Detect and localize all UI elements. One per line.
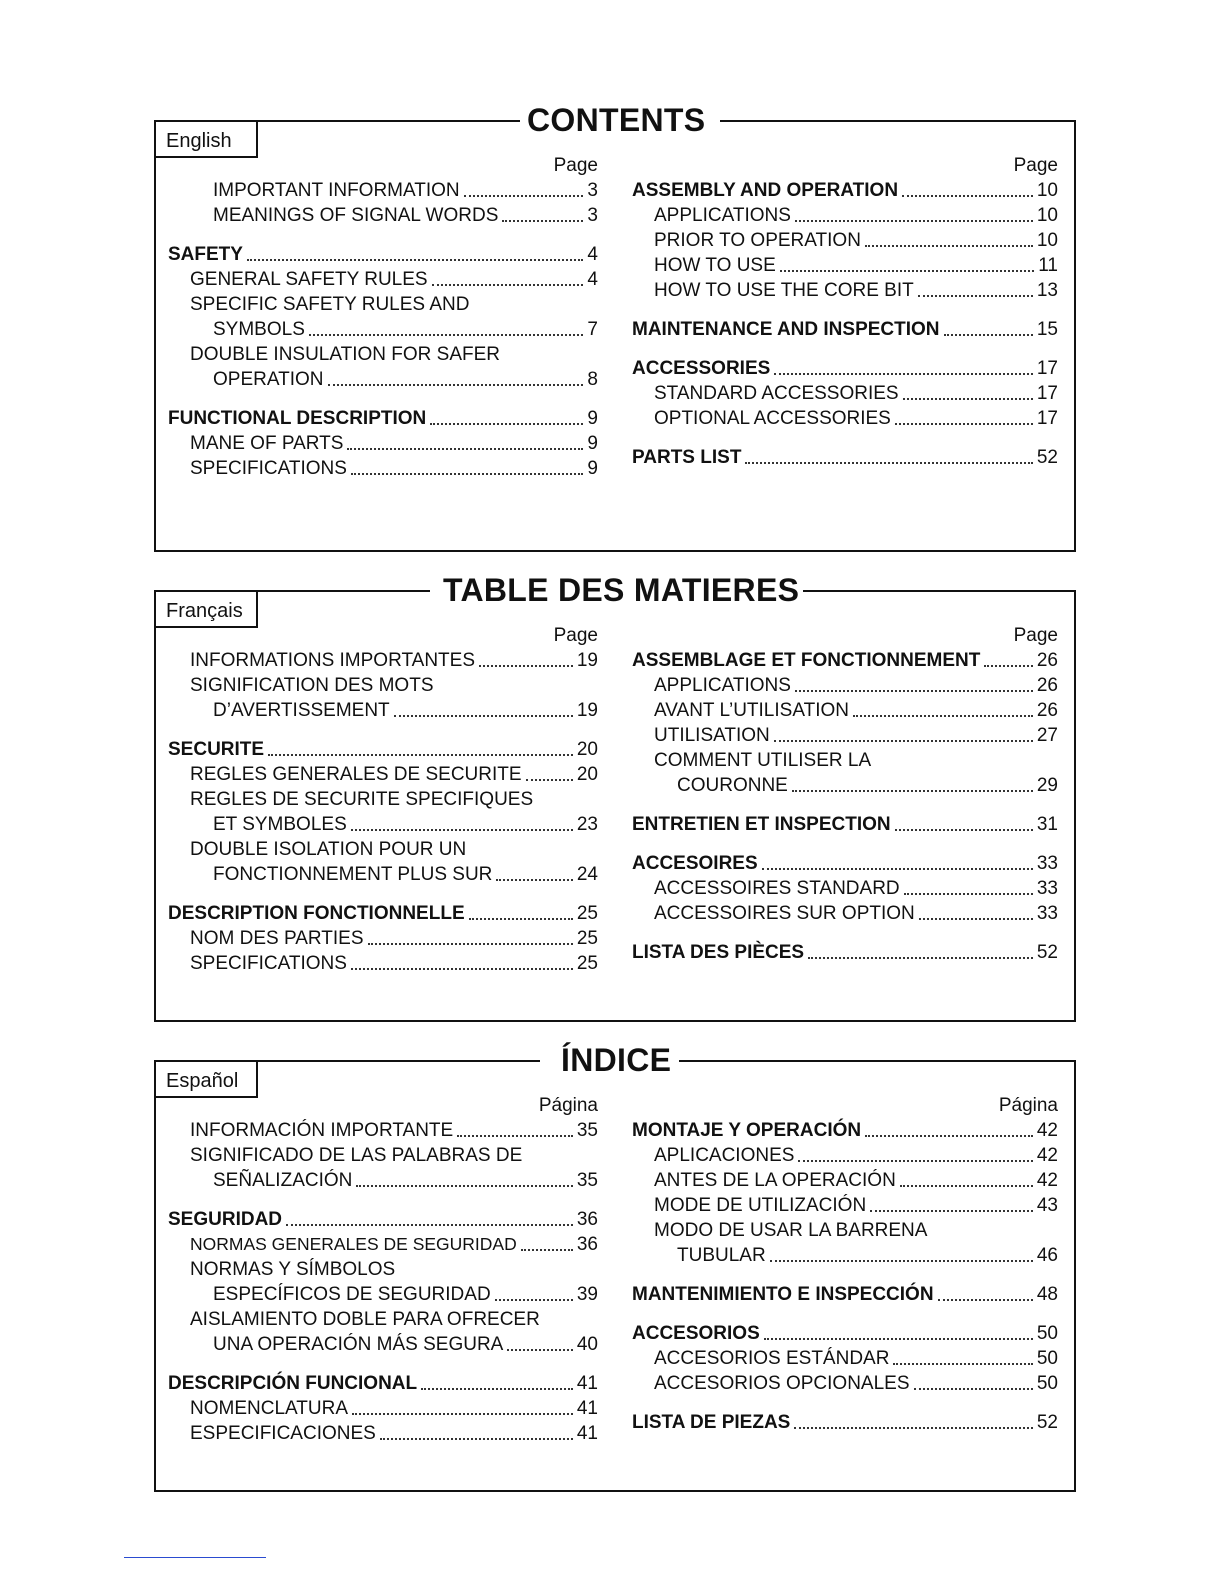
toc-entry[interactable] [632, 228, 1058, 253]
toc-entry[interactable] [632, 648, 1058, 673]
toc-entry[interactable] [168, 737, 598, 762]
toc-entry-page: 33 [1036, 878, 1058, 899]
toc-entry-title: ESPECIFICACIONES [190, 1423, 376, 1444]
toc-entry-title: ACCESORIOS ESTÁNDAR [654, 1348, 890, 1369]
toc-entry-title: MANE OF PARTS [190, 433, 344, 454]
toc-entry[interactable] [632, 1218, 1058, 1243]
toc-entry[interactable] [168, 951, 598, 976]
toc-entry[interactable] [632, 445, 1058, 470]
toc-entry-page: 41 [576, 1398, 598, 1419]
toc-entry-page: 29 [1036, 775, 1058, 796]
toc-entry-page: 7 [587, 319, 598, 340]
toc-entry-page: 35 [576, 1120, 598, 1141]
dot-leader [521, 1232, 573, 1251]
toc-entry-title: PRIOR TO OPERATION [654, 230, 861, 251]
toc-entry-page: 41 [576, 1373, 598, 1394]
toc-entry[interactable] [168, 1396, 598, 1421]
toc-entry[interactable] [632, 901, 1058, 926]
toc-entry-title: SYMBOLS [213, 319, 305, 340]
language-label: Français [154, 590, 258, 628]
toc-entry-title: NORMAS Y SÍMBOLOS [190, 1259, 396, 1280]
toc-entry[interactable] [632, 1168, 1058, 1193]
toc-entry-title: D’AVERTISSEMENT [213, 700, 390, 721]
toc-entry-title: APPLICATIONS [654, 205, 791, 226]
dot-leader [394, 698, 573, 717]
toc-entry-title: HOW TO USE [654, 255, 776, 276]
dot-leader [938, 1282, 1033, 1301]
dot-leader [351, 456, 583, 475]
toc-entry[interactable] [168, 1371, 598, 1396]
toc-entry-page: 9 [587, 408, 598, 429]
toc-list [168, 1118, 598, 1446]
toc-list [168, 178, 598, 481]
toc-entry-title: LISTA DE PIEZAS [632, 1412, 791, 1433]
toc-entry-title: TUBULAR [677, 1245, 766, 1266]
toc-entry-title: MAINTENANCE AND INSPECTION [632, 319, 940, 340]
toc-entry-page: 42 [1036, 1145, 1058, 1166]
toc-entry-title: ASSEMBLY AND OPERATION [632, 180, 899, 201]
toc-entry-title: MANTENIMIENTO E INSPECCIÓN [632, 1284, 934, 1305]
toc-entry[interactable] [168, 203, 598, 228]
toc-entry[interactable] [168, 862, 598, 887]
toc-entry-page: 39 [576, 1284, 598, 1305]
toc-entry[interactable] [168, 292, 598, 317]
toc-entry-title: ACCESSORIES [632, 358, 771, 379]
dot-leader [900, 1168, 1033, 1187]
toc-entry-page: 17 [1036, 383, 1058, 404]
toc-entry-title: APPLICATIONS [654, 675, 791, 696]
dot-leader [853, 698, 1033, 717]
dot-leader [895, 406, 1033, 425]
dot-leader [457, 1118, 573, 1137]
toc-entry-page: 50 [1036, 1323, 1058, 1344]
toc-entry-title: ACCESORIOS [632, 1323, 760, 1344]
toc-entry[interactable] [632, 673, 1058, 698]
dot-leader [780, 253, 1035, 272]
toc-entry[interactable] [168, 242, 598, 267]
toc-entry[interactable] [632, 876, 1058, 901]
toc-column-left [168, 153, 598, 481]
toc-column-right [632, 623, 1058, 965]
toc-entry-title: ET SYMBOLES [213, 814, 347, 835]
page-column-header: Page [1013, 625, 1058, 646]
toc-column-left [168, 1093, 598, 1446]
dot-leader [795, 203, 1033, 222]
dot-leader [792, 773, 1033, 792]
toc-entry-title: ACCESORIOS OPCIONALES [654, 1373, 910, 1394]
toc-entry[interactable] [632, 1243, 1058, 1268]
dot-leader [496, 862, 572, 881]
dot-leader [507, 1332, 573, 1351]
page-column-header: Page [553, 155, 598, 176]
toc-entry-page: 17 [1036, 358, 1058, 379]
dot-leader [902, 178, 1033, 197]
page-column-header: Page [553, 625, 598, 646]
toc-entry[interactable] [168, 1307, 598, 1332]
dot-leader [795, 673, 1033, 692]
toc-entry[interactable] [632, 723, 1058, 748]
toc-entry-title: INFORMATIONS IMPORTANTES [190, 650, 476, 671]
toc-entry-page: 20 [576, 764, 598, 785]
dot-leader [865, 228, 1033, 247]
dot-leader [356, 1168, 572, 1187]
toc-entry-title: ESPECÍFICOS DE SEGURIDAD [213, 1284, 491, 1305]
toc-entry[interactable] [168, 698, 598, 723]
dot-leader [919, 901, 1033, 920]
toc-entry[interactable] [632, 178, 1058, 203]
toc-entry-page: 42 [1036, 1170, 1058, 1191]
toc-entry[interactable] [168, 178, 598, 203]
dot-leader [502, 203, 583, 222]
toc-entry[interactable] [168, 267, 598, 292]
dot-leader [432, 267, 584, 286]
toc-entry[interactable] [632, 1143, 1058, 1168]
dot-leader [309, 317, 584, 336]
dot-leader [764, 1321, 1033, 1340]
toc-entry-page: 40 [576, 1334, 598, 1355]
toc-entry[interactable] [168, 367, 598, 392]
dot-leader [286, 1207, 573, 1226]
toc-list [632, 178, 1058, 470]
toc-entry-page: 8 [587, 369, 598, 390]
toc-entry[interactable] [632, 851, 1058, 876]
contents-section-english [154, 100, 1074, 554]
toc-entry-title: DESCRIPTION FONCTIONNELLE [168, 903, 465, 924]
toc-entry[interactable] [168, 812, 598, 837]
dot-leader [870, 1193, 1033, 1212]
toc-entry-title: AVANT L’UTILISATION [654, 700, 849, 721]
toc-entry-page: 50 [1036, 1348, 1058, 1369]
toc-entry-title: NORMAS GENERALES DE SEGURIDAD [190, 1234, 517, 1254]
toc-entry-page: 10 [1036, 180, 1058, 201]
toc-column-right [632, 1093, 1058, 1435]
toc-entry-page: 4 [587, 244, 598, 265]
toc-entry-title: IMPORTANT INFORMATION [213, 180, 460, 201]
toc-entry-page: 24 [576, 864, 598, 885]
toc-list [632, 648, 1058, 965]
toc-entry-title: DOUBLE INSULATION FOR SAFER [190, 344, 501, 365]
toc-entry-page: 33 [1036, 853, 1058, 874]
toc-entry-page: 27 [1036, 725, 1058, 746]
toc-entry-title: COURONNE [677, 775, 788, 796]
toc-entry-title: DESCRIPCIÓN FUNCIONAL [168, 1373, 418, 1394]
dot-leader [762, 851, 1033, 870]
toc-entry-title: SPECIFICATIONS [190, 458, 347, 479]
toc-entry-page: 36 [576, 1234, 598, 1255]
toc-entry[interactable] [168, 1282, 598, 1307]
toc-entry-title: COMMENT UTILISER LA [654, 750, 872, 771]
toc-entry[interactable] [632, 773, 1058, 798]
language-label: Español [154, 1060, 258, 1098]
toc-entry-page: 19 [576, 650, 598, 671]
dot-leader [526, 762, 573, 781]
toc-entry-page: 26 [1036, 700, 1058, 721]
dot-leader [380, 1421, 573, 1440]
toc-list [632, 1118, 1058, 1435]
toc-entry-title: SPECIFIC SAFETY RULES AND [190, 294, 470, 315]
dot-leader [944, 317, 1033, 336]
toc-entry-title: MONTAJE Y OPERACIÓN [632, 1120, 862, 1141]
toc-entry[interactable] [168, 1257, 598, 1282]
toc-entry-title: NOM DES PARTIES [190, 928, 364, 949]
toc-entry-page: 52 [1036, 1412, 1058, 1433]
dot-leader [347, 431, 583, 450]
toc-entry-title: AISLAMIENTO DOBLE PARA OFRECER [190, 1309, 540, 1330]
toc-entry[interactable] [632, 748, 1058, 773]
toc-entry-title: ACCESSOIRES SUR OPTION [654, 903, 915, 924]
dot-leader [774, 356, 1033, 375]
toc-entry-page: 17 [1036, 408, 1058, 429]
toc-entry[interactable] [168, 342, 598, 367]
contents-section-francais [154, 570, 1074, 1024]
toc-entry-page: 10 [1036, 230, 1058, 251]
toc-entry-title: ACCESOIRES [632, 853, 758, 874]
toc-entry-page: 23 [576, 814, 598, 835]
toc-entry-page: 13 [1036, 280, 1058, 301]
toc-entry-title: ENTRETIEN ET INSPECTION [632, 814, 891, 835]
toc-entry-title: STANDARD ACCESSORIES [654, 383, 899, 404]
dot-leader [495, 1282, 573, 1301]
toc-entry-page: 26 [1036, 650, 1058, 671]
dot-leader [351, 951, 573, 970]
dot-leader [904, 876, 1033, 895]
toc-entry[interactable] [168, 926, 598, 951]
toc-entry-title: SIGNIFICATION DES MOTS [190, 675, 434, 696]
toc-entry-page: 25 [576, 903, 598, 924]
toc-entry-page: 26 [1036, 675, 1058, 696]
toc-entry[interactable] [632, 940, 1058, 965]
footer-rule [124, 1557, 266, 1558]
toc-entry-title: MODO DE USAR LA BARRENA [654, 1220, 928, 1241]
toc-entry-page: 46 [1036, 1245, 1058, 1266]
toc-entry-title: ASSEMBLAGE ET FONCTIONNEMENT [632, 650, 981, 671]
dot-leader [903, 381, 1033, 400]
dot-leader [247, 242, 583, 261]
dot-leader [893, 1346, 1032, 1365]
toc-entry-title: FONCTIONNEMENT PLUS SUR [213, 864, 493, 885]
toc-entry-title: REGLES GENERALES DE SECURITE [190, 764, 522, 785]
toc-entry-title: MEANINGS OF SIGNAL WORDS [213, 205, 499, 226]
toc-entry-title: OPERATION [213, 369, 324, 390]
dot-leader [984, 648, 1033, 667]
toc-entry[interactable] [168, 762, 598, 787]
dot-leader [918, 278, 1033, 297]
toc-entry-page: 4 [587, 269, 598, 290]
toc-list [168, 648, 598, 976]
toc-entry-page: 9 [587, 458, 598, 479]
dot-leader [268, 737, 573, 756]
toc-entry-title: GENERAL SAFETY RULES [190, 269, 428, 290]
toc-entry-page: 43 [1036, 1195, 1058, 1216]
section-title: ÍNDICE [561, 1042, 672, 1078]
toc-entry-page: 25 [576, 928, 598, 949]
toc-entry[interactable] [632, 253, 1058, 278]
toc-entry-page: 52 [1036, 447, 1058, 468]
toc-entry-page: 19 [576, 700, 598, 721]
toc-entry[interactable] [632, 698, 1058, 723]
toc-entry-title: REGLES DE SECURITE SPECIFIQUES [190, 789, 534, 810]
toc-entry[interactable] [632, 1118, 1058, 1143]
toc-entry[interactable] [632, 1193, 1058, 1218]
toc-entry-page: 3 [587, 180, 598, 201]
toc-entry-page: 33 [1036, 903, 1058, 924]
dot-leader [368, 926, 573, 945]
toc-entry-title: SIGNIFICADO DE LAS PALABRAS DE [190, 1145, 523, 1166]
toc-entry-title: OPTIONAL ACCESSORIES [654, 408, 891, 429]
toc-entry[interactable] [168, 317, 598, 342]
dot-leader [328, 367, 584, 386]
page-column-header: Página [538, 1095, 598, 1116]
toc-entry-page: 20 [576, 739, 598, 760]
toc-entry-page: 42 [1036, 1120, 1058, 1141]
toc-entry-page: 15 [1036, 319, 1058, 340]
dot-leader [895, 812, 1033, 831]
toc-entry-title: UNA OPERACIÓN MÁS SEGURA [213, 1334, 504, 1355]
dot-leader [914, 1371, 1033, 1390]
toc-entry-title: DOUBLE ISOLATION POUR UN [190, 839, 467, 860]
toc-entry[interactable] [168, 1168, 598, 1193]
toc-entry[interactable] [168, 1118, 598, 1143]
dot-leader [774, 723, 1033, 742]
toc-entry[interactable] [168, 901, 598, 926]
toc-entry[interactable] [168, 1421, 598, 1446]
toc-entry[interactable] [632, 1282, 1058, 1307]
toc-entry-page: 41 [576, 1423, 598, 1444]
toc-entry[interactable] [168, 648, 598, 673]
section-title: TABLE DES MATIERES [443, 572, 800, 608]
dot-leader [808, 940, 1033, 959]
toc-entry[interactable] [168, 406, 598, 431]
toc-entry[interactable] [632, 381, 1058, 406]
toc-entry-title: FUNCTIONAL DESCRIPTION [168, 408, 427, 429]
page-column-header: Page [1013, 155, 1058, 176]
toc-entry-page: 48 [1036, 1284, 1058, 1305]
dot-leader [794, 1410, 1033, 1429]
toc-entry-title: HOW TO USE THE CORE BIT [654, 280, 914, 301]
toc-entry[interactable] [632, 317, 1058, 342]
toc-entry-title: LISTA DES PIÈCES [632, 942, 805, 963]
toc-entry[interactable] [632, 356, 1058, 381]
toc-entry[interactable] [168, 456, 598, 481]
toc-entry-title: PARTS LIST [632, 447, 742, 468]
toc-entry[interactable] [168, 837, 598, 862]
toc-entry-page: 3 [587, 205, 598, 226]
toc-entry-page: 25 [576, 953, 598, 974]
dot-leader [464, 178, 584, 197]
page-column-header: Página [998, 1095, 1058, 1116]
toc-column-right [632, 153, 1058, 470]
toc-entry-title: SPECIFICATIONS [190, 953, 347, 974]
contents-section-espanol [154, 1040, 1074, 1494]
dot-leader [745, 445, 1032, 464]
section-title: CONTENTS [527, 102, 706, 138]
toc-entry-title: UTILISATION [654, 725, 770, 746]
toc-entry-title: SEGURIDAD [168, 1209, 283, 1230]
toc-entry-page: 11 [1038, 255, 1058, 276]
dot-leader [430, 406, 583, 425]
toc-entry-title: SAFETY [168, 244, 243, 265]
dot-leader [865, 1118, 1033, 1137]
dot-leader [421, 1371, 573, 1390]
toc-entry-title: SEÑALIZACIÓN [213, 1170, 353, 1191]
toc-entry-page: 10 [1036, 205, 1058, 226]
toc-entry[interactable] [168, 1207, 598, 1232]
toc-entry[interactable] [168, 787, 598, 812]
language-label: English [154, 120, 258, 158]
dot-leader [351, 812, 573, 831]
toc-entry-title: APLICACIONES [654, 1145, 795, 1166]
toc-entry-title: ACCESSOIRES STANDARD [654, 878, 900, 899]
toc-entry[interactable] [632, 812, 1058, 837]
toc-entry-title: INFORMACIÓN IMPORTANTE [190, 1120, 454, 1141]
toc-entry[interactable] [632, 1371, 1058, 1396]
toc-column-left [168, 623, 598, 976]
toc-entry-page: 31 [1036, 814, 1058, 835]
toc-entry-page: 9 [587, 433, 598, 454]
dot-leader [469, 901, 573, 920]
toc-entry[interactable] [632, 278, 1058, 303]
toc-entry[interactable] [632, 1410, 1058, 1435]
toc-entry-title: MODE DE UTILIZACIÓN [654, 1195, 867, 1216]
toc-entry-page: 36 [576, 1209, 598, 1230]
toc-entry[interactable] [168, 673, 598, 698]
dot-leader [798, 1143, 1032, 1162]
toc-entry-page: 50 [1036, 1373, 1058, 1394]
dot-leader [770, 1243, 1033, 1262]
toc-entry-page: 35 [576, 1170, 598, 1191]
toc-entry[interactable] [632, 1346, 1058, 1371]
toc-entry-title: SECURITE [168, 739, 265, 760]
toc-entry[interactable] [168, 1143, 598, 1168]
toc-entry[interactable] [168, 1232, 598, 1257]
toc-entry[interactable] [168, 431, 598, 456]
toc-entry[interactable] [632, 203, 1058, 228]
toc-entry[interactable] [632, 406, 1058, 431]
toc-entry-title: NOMENCLATURA [190, 1398, 348, 1419]
toc-entry[interactable] [168, 1332, 598, 1357]
toc-entry-title: ANTES DE LA OPERACIÓN [654, 1170, 896, 1191]
dot-leader [479, 648, 573, 667]
toc-entry[interactable] [632, 1321, 1058, 1346]
toc-entry-page: 52 [1036, 942, 1058, 963]
dot-leader [352, 1396, 573, 1415]
